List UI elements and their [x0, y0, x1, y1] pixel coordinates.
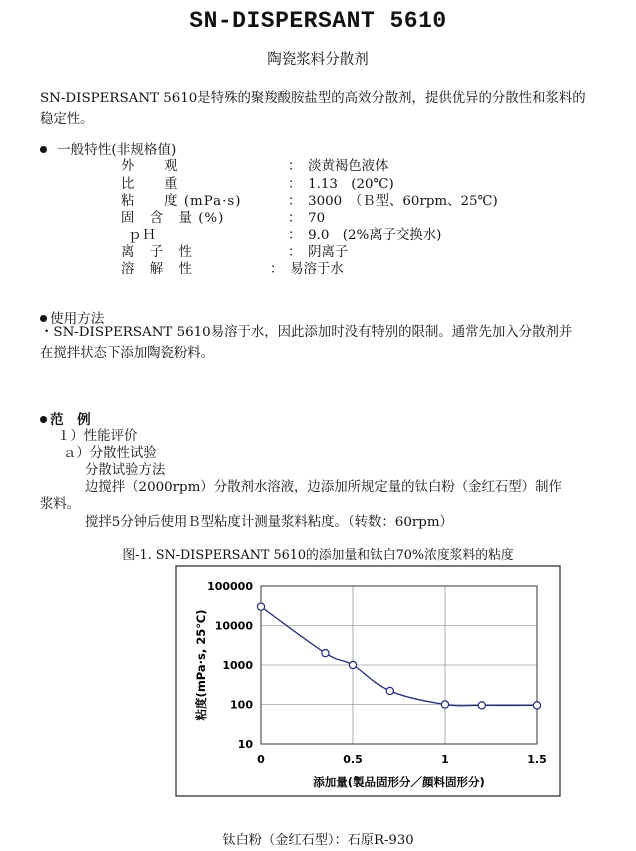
- prop-label-solids: 固 含 量 (%): [121, 211, 225, 226]
- prop-label-ionic: 离 子 性: [121, 245, 193, 260]
- prop-value-ph: ： 9.0 (2%离子交换水): [288, 228, 442, 243]
- bullet-icon: [40, 315, 47, 322]
- data-point: [322, 650, 329, 657]
- usage-line-1: ・SN-DISPERSANT 5610易溶于水，因此添加时没有特别的限制。通常先加入分散剂并: [40, 325, 573, 340]
- usage-heading: 使用方法: [40, 307, 104, 327]
- x-tick-label: 0: [257, 753, 265, 766]
- data-point: [386, 687, 393, 694]
- prop-value-ionic: ： 阴离子: [288, 245, 349, 260]
- prop-value-solubility: ： 易溶于水: [270, 262, 344, 277]
- y-tick-label: 10: [237, 738, 253, 751]
- prop-label-gravity: 比 重: [121, 177, 179, 192]
- method-title: 分散试验方法: [85, 463, 166, 478]
- data-point: [257, 603, 264, 610]
- prop-label-solubility: 溶 解 性: [121, 262, 193, 277]
- document-subtitle: 陶瓷浆料分散剂: [267, 52, 369, 68]
- y-tick-label: 100000: [207, 580, 253, 593]
- y-tick-labels: [207, 580, 253, 751]
- prop-label-ph: ｐＨ: [128, 228, 157, 243]
- prop-value-appearance: ： 淡黄褐色液体: [288, 159, 389, 174]
- intro-line-2: 稳定性。: [40, 112, 94, 127]
- y-tick-label: 10000: [214, 619, 253, 633]
- x-tick-labels: [257, 753, 547, 766]
- x-tick-label: 0.5: [343, 753, 363, 766]
- x-tick-label: 1: [441, 753, 449, 766]
- viscosity-chart: [0, 560, 636, 810]
- usage-paragraph: [40, 322, 600, 364]
- x-axis-label: 添加量(製品固形分／顔料固形分): [313, 775, 485, 789]
- intro-line-1: SN-DISPERSANT 5610是特殊的聚羧酸胺盐型的高效分散剂，提供优异的分散性和浆料的: [40, 91, 586, 106]
- method-line-3: 搅拌5分钟后使用Ｂ型粘度计测量浆料粘度。（转数：60rpm）: [85, 515, 453, 530]
- data-point: [441, 701, 448, 708]
- bullet-icon: [40, 146, 47, 153]
- figure-footer: 钛白粉（金红石型）：石原R-930: [222, 833, 414, 848]
- chart-outer-frame: [176, 566, 560, 796]
- data-point: [478, 702, 485, 709]
- prop-value-viscosity: ： 3000 （Ｂ型、60rpm、25℃): [288, 194, 498, 209]
- data-point: [533, 702, 540, 709]
- x-tick-label: 1.5: [527, 753, 547, 766]
- prop-label-viscosity: 粘 度 (mPa·s): [121, 194, 242, 209]
- data-points: [257, 603, 540, 709]
- figure-caption: 图-1. SN-DISPERSANT 5610的添加量和钛白70%浓度浆料的粘度: [122, 548, 514, 563]
- method-line-1: 边搅拌（2000rpm）分散剂水溶液，边添加所规定量的钛白粉（金红石型）制作: [85, 480, 562, 495]
- prop-value-gravity: ： 1.13 (20℃): [288, 177, 394, 192]
- properties-heading: 一般特性(非规格值): [40, 138, 176, 158]
- series-line: [261, 607, 537, 706]
- usage-line-2: 在搅拌状态下添加陶瓷粉料。: [40, 346, 215, 361]
- bullet-icon: [40, 416, 47, 423]
- prop-value-solids: ： 70: [288, 211, 326, 226]
- prop-label-appearance: 外 观: [121, 159, 179, 174]
- method-line-2: 浆料。: [40, 497, 81, 512]
- data-point: [349, 661, 356, 668]
- chart-grid: [261, 586, 537, 744]
- example-item-1: １）性能评价: [57, 429, 138, 444]
- document-title: SN-DISPERSANT 5610: [189, 8, 447, 34]
- y-axis-label: 粘度(mPa·s, 25℃): [194, 609, 208, 721]
- intro-paragraph: [40, 88, 600, 130]
- y-tick-label: 1000: [222, 659, 253, 672]
- example-heading: 范 例: [40, 408, 91, 428]
- y-tick-label: 100: [230, 698, 253, 712]
- example-item-1a: ａ）分散性试验: [63, 446, 157, 461]
